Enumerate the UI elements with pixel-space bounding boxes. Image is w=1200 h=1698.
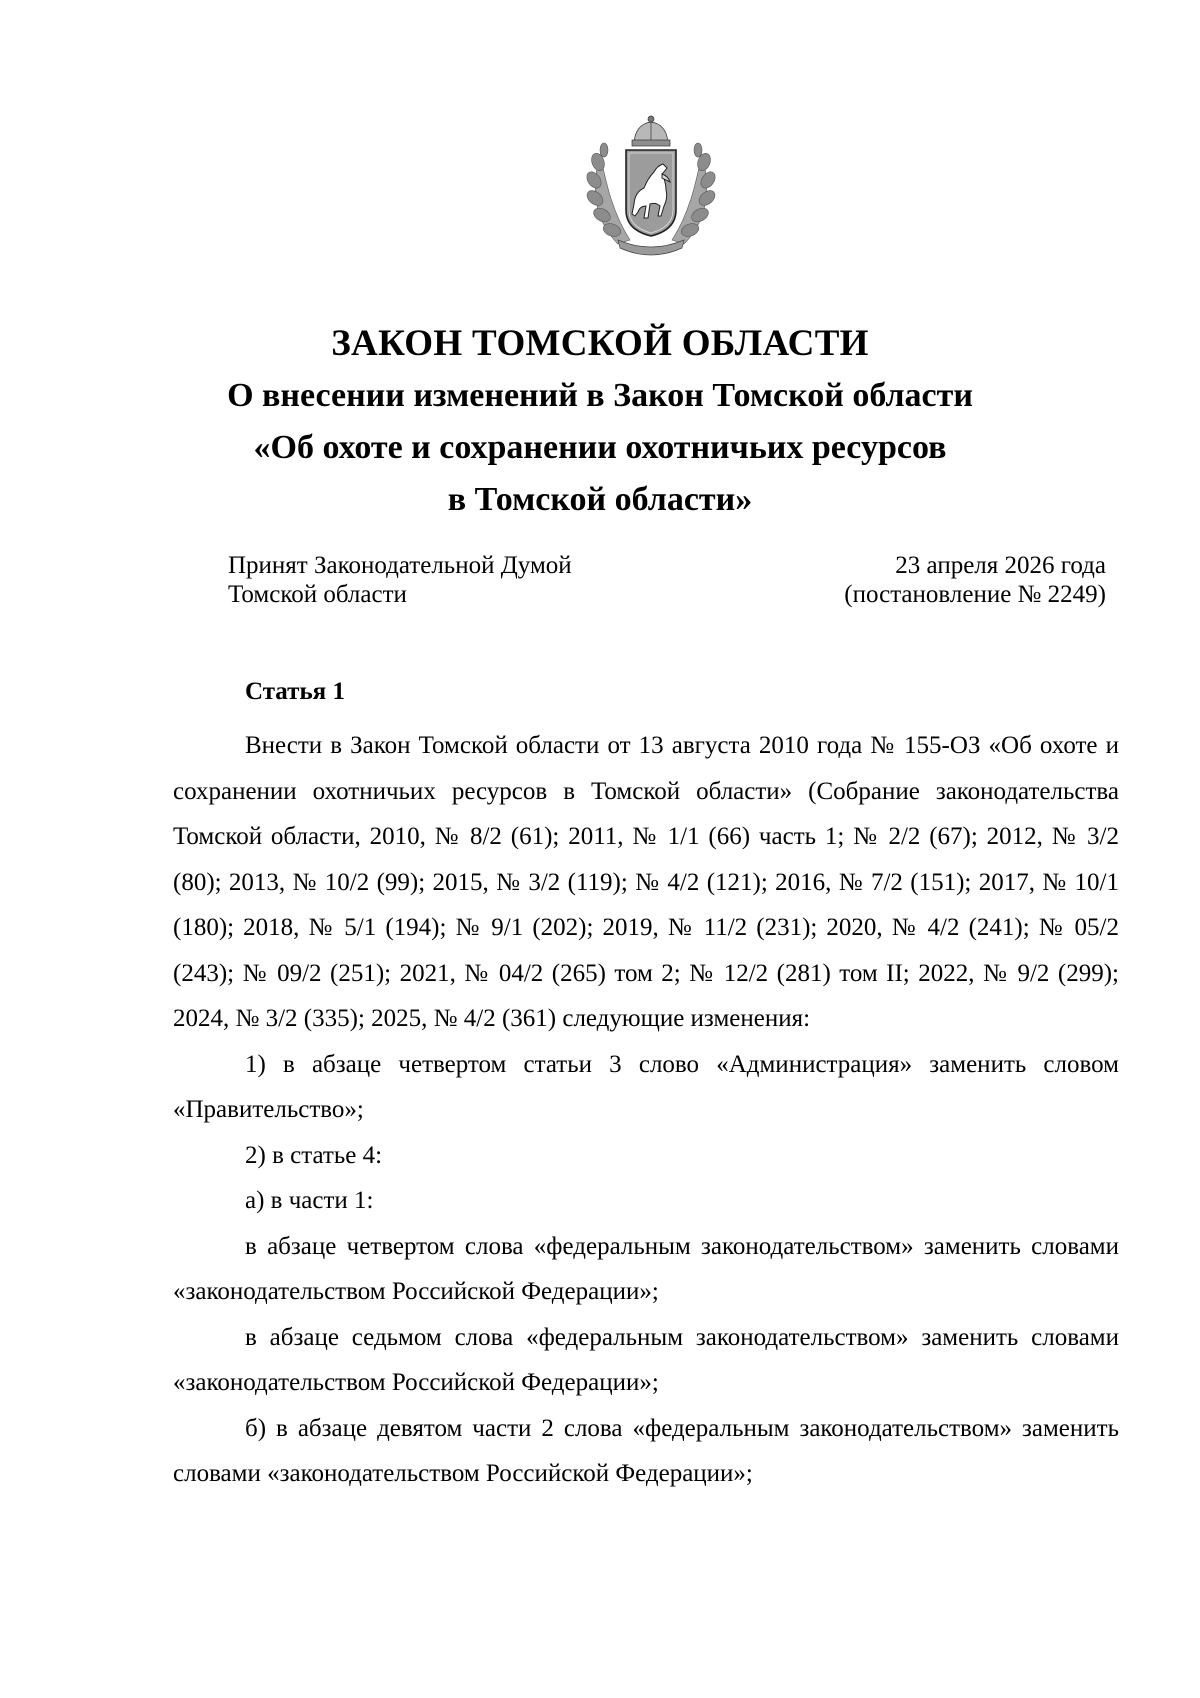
adopted-by-line-2: Томской области <box>228 581 407 608</box>
article-paragraph-item-1: 1) в абзаце четвертом статьи 3 слово «Администрация» заменить словом «Правительство»; <box>173 1050 1119 1123</box>
law-subtitle-line-2: «Об охоте и сохранении охотничьих ресурсов <box>253 429 947 466</box>
article-paragraph-item-2a-2: в абзаце седьмом слова «федеральным законодательством» заменить словами «законодательством Российской Федерации»; <box>173 1323 1119 1396</box>
article-paragraph-intro: Внести в Закон Томской области от 13 августа 2010 года № 155-ОЗ «Об охоте и сохранении охотничьих ресурсов в Томской области» (Собрание законодательства Томской области, 2010, № 8/2 (61); 2011, № 1/1 (66) часть 1; № 2/2 (67); 2012, № 3/2 (80); 2013, № 10/2 (99); 2015, № 3/2 (119); № 4/2 (121); 2016, № 7/2 (151); 2017, № 10/1 (180); 2018, № 5/1 (194); № 9/1 (202); 2019, № 11/2 (231); 2020, № 4/2 (241); № 05/2 (243); № 09/2 (251); 2021, № 04/2 (265) том 2; № 12/2 (281) том II; 2022, № 9/2 (299); 2024, № 3/2 (335); 2025, № 4/2 (361) следующие изменения: <box>173 732 1119 1032</box>
document-title-block <box>160 318 1040 526</box>
article-paragraph-item-2b: б) в абзаце девятом части 2 слова «федеральным законодательством» заменить словами «законодательством Российской Федерации»; <box>173 1414 1119 1487</box>
adoption-date <box>844 551 1106 609</box>
adopted-by-line-1: Принят Законодательной Думой <box>228 552 572 579</box>
resolution-number: (постановление № 2249) <box>844 581 1106 608</box>
adopted-by <box>228 551 572 609</box>
law-subtitle-line-1: О внесении изменений в Закон Томской области <box>227 377 973 414</box>
article-paragraph-item-2a-1: в абзаце четвертом слова «федеральным законодательством» заменить словами «законодательством Российской Федерации»; <box>173 1232 1119 1305</box>
law-subtitle-line-3: в Томской области» <box>447 481 753 518</box>
article-heading: Статья 1 <box>245 678 345 705</box>
adoption-date-line: 23 апреля 2026 года <box>895 552 1106 579</box>
tomsk-region-coat-of-arms-icon <box>578 112 724 258</box>
article-paragraph-item-2a: а) в части 1: <box>245 1187 374 1214</box>
article-body <box>173 677 1119 1497</box>
law-title: ЗАКОН ТОМСКОЙ ОБЛАСТИ <box>331 323 869 364</box>
article-paragraph-item-2: 2) в статье 4: <box>245 1141 383 1169</box>
